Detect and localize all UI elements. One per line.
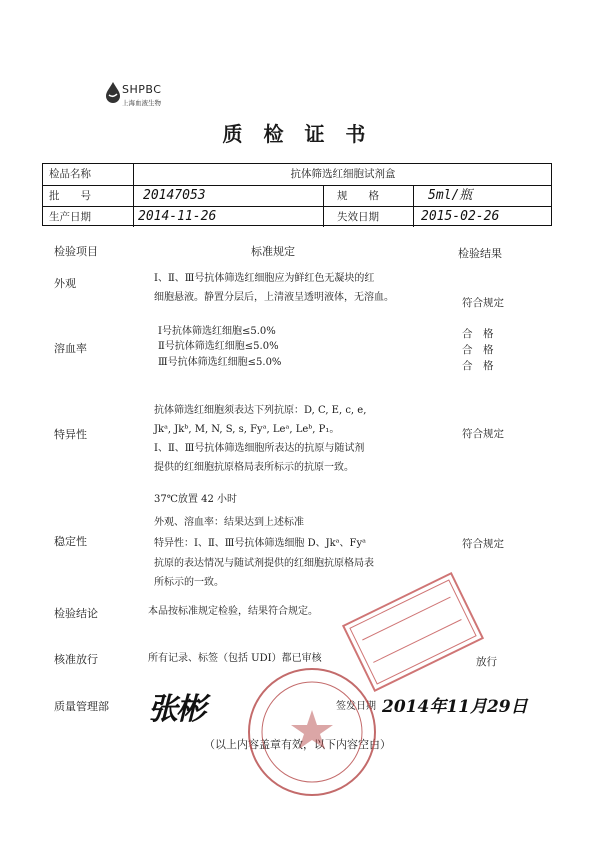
issue-date-value: 2014年11月29日 — [382, 697, 528, 717]
logo-name: SHPBC — [122, 83, 162, 96]
logo-subtitle: 上海血液生物 — [122, 99, 161, 107]
spec-label: 规 格 — [337, 190, 379, 202]
release-status: 放行 — [476, 656, 497, 668]
qa-label: 质量管理部 — [54, 700, 109, 713]
hemolysis-line-1: Ⅰ号抗体筛选红细胞≤5.0% — [158, 326, 276, 337]
stability-line-4: 抗原的表达情况与随试剂提供的红细胞抗原格局表 — [154, 558, 374, 569]
appearance-label: 外观 — [54, 277, 76, 290]
column-result-heading: 检验结果 — [458, 247, 502, 260]
product-value: 抗体筛选红细胞试剂盒 — [290, 168, 396, 180]
batch-value: 20147053 — [143, 188, 206, 203]
specificity-line-2: Jkᵃ, Jkᵇ, M, N, S, s, Fyᵃ, Leᵃ, Leᵇ, P₁。 — [154, 424, 340, 435]
appearance-line-1: Ⅰ、Ⅱ、Ⅲ号抗体筛选红细胞应为鲜红色无凝块的红 — [154, 273, 375, 284]
header-table — [42, 163, 552, 226]
expiry-label: 失效日期 — [337, 211, 379, 223]
company-logo — [104, 80, 122, 110]
batch-label: 批 号 — [49, 190, 91, 202]
release-label: 核准放行 — [54, 653, 98, 666]
hemolysis-result-3: 合 格 — [462, 360, 494, 372]
issue-date-label: 签发日期 — [336, 701, 376, 712]
hemolysis-result-1: 合 格 — [462, 328, 494, 340]
hemolysis-result-2: 合 格 — [462, 344, 494, 356]
page-title: 质 检 证 书 — [222, 122, 373, 146]
specificity-result: 符合规定 — [462, 428, 504, 440]
qa-signature: 张彬 — [148, 692, 204, 727]
footer-note: （以上内容盖章有效，以下内容空白） — [204, 738, 391, 751]
column-standard-heading: 标准规定 — [251, 245, 295, 258]
specificity-line-3: Ⅰ、Ⅱ、Ⅲ号抗体筛选细胞所表达的抗原与随试剂 — [154, 443, 365, 454]
stability-line-3: 特异性：Ⅰ、Ⅱ、Ⅲ号抗体筛选细胞 D、Jkᵃ、Fyᵃ — [154, 538, 366, 549]
prod-date-value: 2014-11-26 — [138, 209, 217, 224]
header-row-product — [43, 164, 551, 185]
seal-center-icon — [250, 670, 374, 794]
appearance-line-2: 细胞悬液。静置分层后，上清液呈透明液体，无溶血。 — [154, 292, 394, 303]
drop-logo-icon — [104, 80, 122, 106]
spec-value: 5ml/瓶 — [428, 188, 473, 203]
specificity-line-1: 抗体筛选红细胞须表达下列抗原：D, C, E, c, e, — [154, 405, 367, 416]
stability-label: 稳定性 — [54, 535, 87, 548]
specificity-label: 特异性 — [54, 428, 87, 441]
hemolysis-line-2: Ⅱ号抗体筛选红细胞≤5.0% — [158, 341, 279, 352]
header-row-dates — [43, 206, 551, 227]
release-text: 所有记录、标签（包括 UDI）都已审核 — [148, 653, 322, 664]
hemolysis-label: 溶血率 — [54, 342, 87, 355]
stability-result: 符合规定 — [462, 538, 504, 550]
appearance-result: 符合规定 — [462, 297, 504, 309]
stability-line-2: 外观、溶血率：结果达到上述标准 — [154, 517, 304, 528]
hemolysis-line-3: Ⅲ号抗体筛选红细胞≤5.0% — [158, 357, 282, 368]
stability-line-5: 所标示的一致。 — [154, 577, 224, 588]
product-label: 检品名称 — [49, 168, 91, 180]
expiry-value: 2015-02-26 — [421, 209, 500, 224]
column-item-heading: 检验项目 — [54, 245, 98, 258]
specificity-line-4: 提供的红细胞抗原格局表所标示的抗原一致。 — [154, 462, 354, 473]
inspection-seal-center — [248, 668, 376, 796]
conclusion-label: 检验结论 — [54, 607, 98, 620]
header-row-batch — [43, 185, 551, 206]
conclusion-text: 本品按标准规定检验，结果符合规定。 — [148, 606, 318, 617]
prod-date-label: 生产日期 — [49, 211, 91, 223]
stability-line-1: 37℃放置 42 小时 — [154, 494, 237, 505]
